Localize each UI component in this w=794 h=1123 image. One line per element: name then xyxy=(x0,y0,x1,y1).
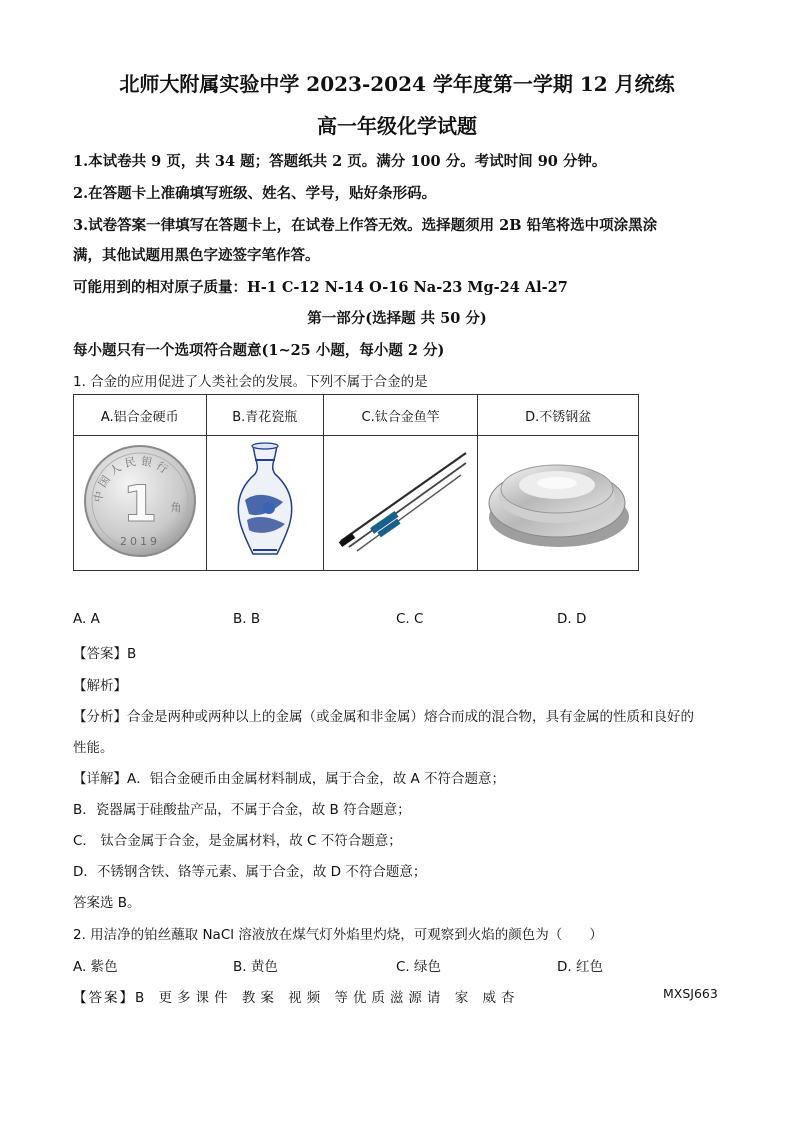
q2-option-d: D. 红色 xyxy=(557,959,603,975)
steel-basin-image xyxy=(483,441,633,561)
fishing-rod-cell xyxy=(323,436,477,571)
q2-option-b: B. 黄色 xyxy=(233,959,278,975)
q1-analysis-line-5: C． 钛合金属于合金，是金属材料，故 C 不符合题意； xyxy=(73,833,402,849)
instruction-3-cont: 满，其他试题用黑色字迹签字笔作答。 xyxy=(73,247,320,264)
q1-answer: 【答案】B xyxy=(73,646,137,662)
q1-option-a: A. A xyxy=(73,611,100,627)
table-header-b: B.青花瓷瓶 xyxy=(206,395,323,436)
instruction-3: 3.试卷答案一律填写在答题卡上，在试卷上作答无效。选择题须用 2B 铅笔将选中项涂黑涂 xyxy=(73,217,658,234)
q2-answer-tag: 【答案】 xyxy=(73,990,135,1006)
coin-value: 1 xyxy=(122,475,158,533)
q1-option-b: B. B xyxy=(233,611,261,627)
q2-stem: 2. 用洁净的铂丝蘸取 NaCl 溶液放在煤气灯外焰里灼烧，可观察到火焰的颜色为（ ） xyxy=(73,927,603,943)
instruction-2: 2.在答题卡上准确填写班级、姓名、学号，贴好条形码。 xyxy=(73,185,437,202)
q1-analysis-line-3: 【详解】A．铝合金硬币由金属材料制成，属于合金，故 A 不符合题意； xyxy=(73,771,506,787)
table-header-c: C.钛合金鱼竿 xyxy=(323,395,477,436)
q2-answer-text: B 更多课件 教案 视频 等优质滋源请 家 威杏 xyxy=(135,990,520,1006)
exam-subtitle: 高一年级化学试题 xyxy=(317,114,477,138)
q1-option-c: C. C xyxy=(396,611,424,627)
q2-option-c: C. 绿色 xyxy=(396,959,442,975)
q1-analysis-tag: 【解析】 xyxy=(73,678,127,694)
exam-title: 北师大附属实验中学 2023-2024 学年度第一学期 12 月统练 xyxy=(119,72,675,96)
coin-unit: 角 xyxy=(170,501,182,514)
q1-analysis-line-1: 【分析】合金是两种或两种以上的金属（或金属和非金属）熔合而成的混合物，具有金属的性质和良好的 xyxy=(73,709,694,725)
coin-year: 2019 xyxy=(119,535,160,548)
q1-option-table xyxy=(73,394,639,571)
watermark-code: MXSJ663 xyxy=(663,986,718,1001)
q1-analysis-line-6: D．不锈钢含铁、铬等元素、属于合金，故 D 不符合题意； xyxy=(73,864,427,880)
fishing-rod-image xyxy=(331,441,471,561)
table-header-d: D.不锈钢盆 xyxy=(478,395,639,436)
instruction-1: 1.本试卷共 9 页，共 34 题；答题纸共 2 页。满分 100 分。考试时间 90 分钟。 xyxy=(73,153,607,170)
coin-cell xyxy=(74,436,207,571)
q1-analysis-line-4: B．瓷器属于硅酸盐产品，不属于合金，故 B 符合题意； xyxy=(73,802,411,818)
q1-analysis-line-7: 答案选 B。 xyxy=(73,895,141,911)
vase-cell xyxy=(206,436,323,571)
coin-image xyxy=(80,441,200,561)
q2-option-a: A. 紫色 xyxy=(73,959,118,975)
q2-answer xyxy=(73,986,520,1006)
part-title: 第一部分(选择题 共 50 分) xyxy=(307,310,487,327)
coin-inscription: 中国人民银行 xyxy=(91,454,174,504)
atomic-masses: 可能用到的相对原子质量：H-1 C-12 N-14 O-16 Na-23 Mg-24 Al-27 xyxy=(73,279,568,296)
steel-basin-cell xyxy=(478,436,639,571)
q1-analysis-line-2: 性能。 xyxy=(73,740,114,756)
part-note: 每小题只有一个选项符合题意(1~25 小题，每小题 2 分) xyxy=(73,342,445,359)
table-header-a: A.铝合金硬币 xyxy=(74,395,207,436)
q1-stem: 1. 合金的应用促进了人类社会的发展。下列不属于合金的是 xyxy=(73,374,428,390)
vase-image xyxy=(225,440,305,562)
q1-option-d: D. D xyxy=(557,611,587,627)
